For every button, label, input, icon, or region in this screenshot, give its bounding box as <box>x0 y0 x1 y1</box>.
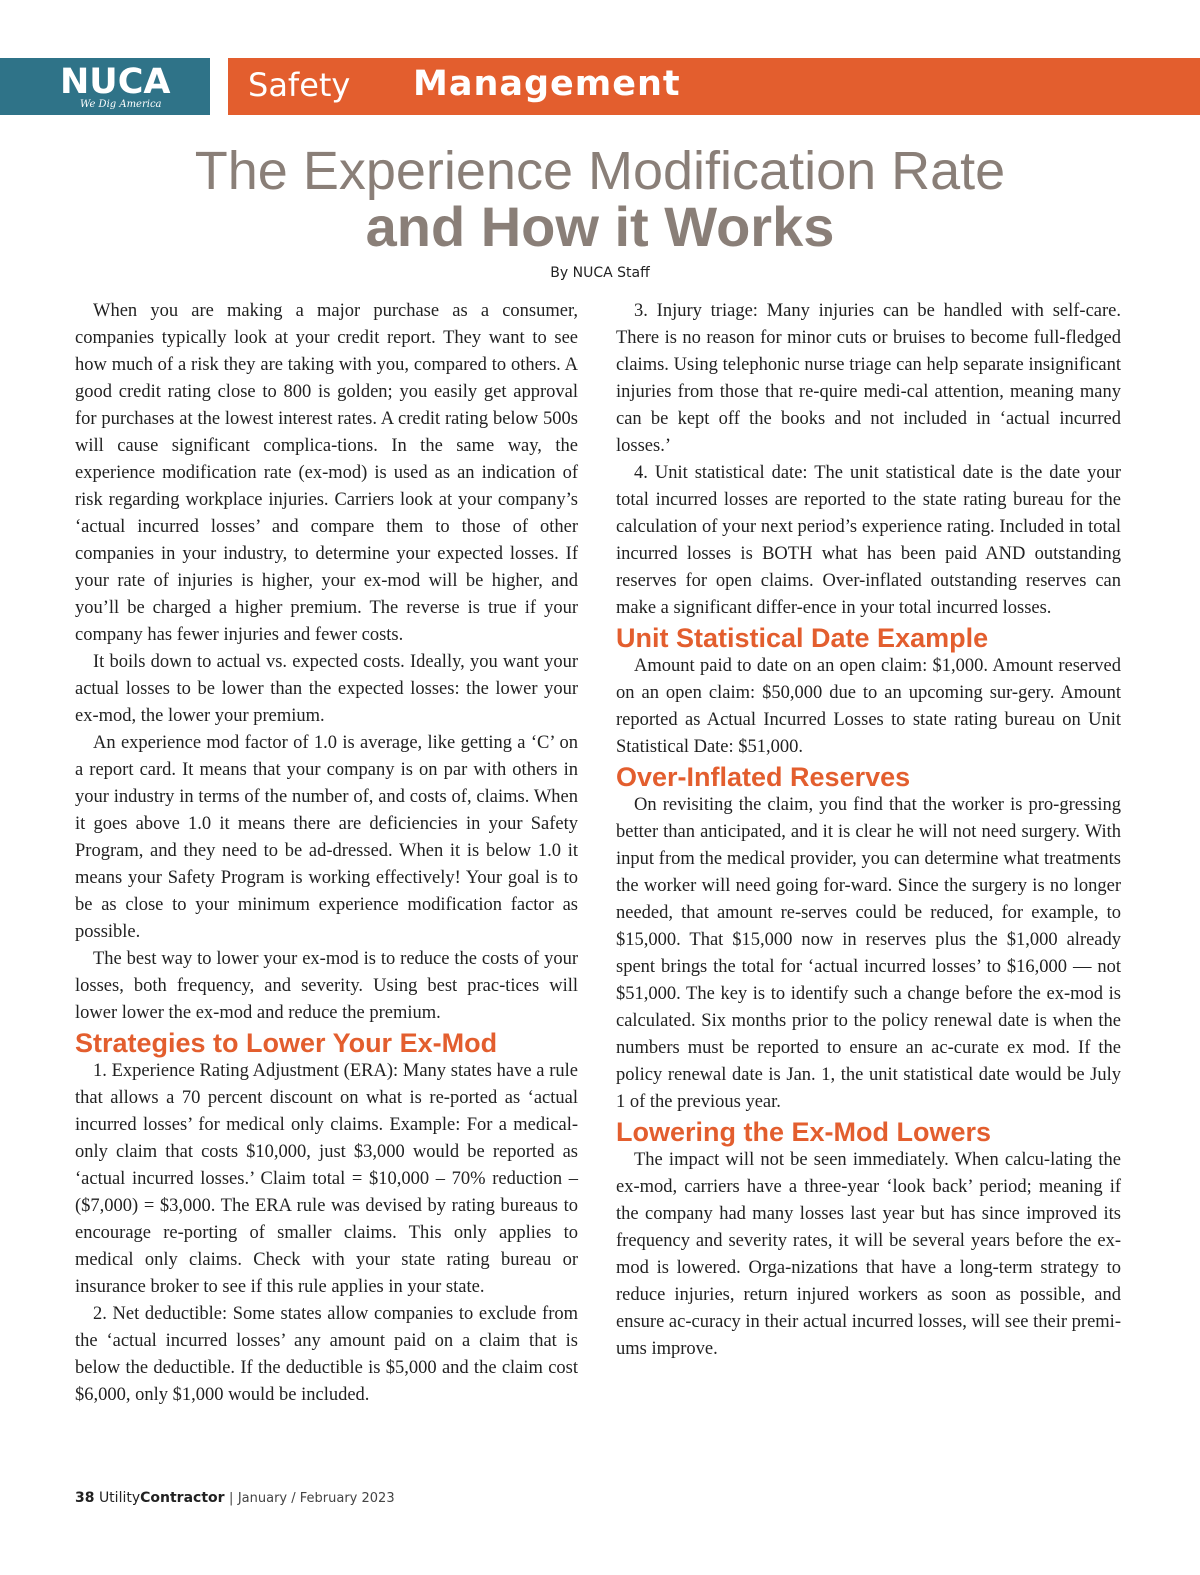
heading-unit-statistical-date: Unit Statistical Date Example <box>616 623 989 653</box>
paragraph: 3. Injury triage: Many injuries can be handled with self-care. There is no reason for minor cuts or bruises to become full-fledged claims. Using telephonic nurse triage can help separate insignificant injuries from those that re-quire medi-cal attention, meaning many can be kept off the books and not included in ‘actual incurred losses.’ <box>616 301 1121 456</box>
issue-date: January / February 2023 <box>237 1491 395 1506</box>
paragraph: The best way to lower your ex-mod is to reduce the costs of your losses, both frequency, and severity. Using best prac-tices will lower lower the ex-mod and reduce the premium. <box>75 949 578 1023</box>
paragraph: When you are making a major purchase as a consumer, companies typically look at your credit report. They want to see how much of a risk they are taking with you, compared to others. A good credit rating close to 800 is golden; you easily get approval for purchases at the lowest interest rates. A credit rating below 500s will cause significant complica-tions. In the same way, the experience modification rate (ex-mod) is used as an indication of risk regarding workplace injuries. Carriers look at your company’s ‘actual incurred losses’ and compare them to those of other companies in your industry, to determine your expected losses. If your rate of injuries is higher, your ex-mod will be higher, and you’ll be charged a higher premium. The reverse is true if your company has fewer injuries and fewer costs. <box>75 301 578 645</box>
section-title-bold: Management <box>413 64 681 104</box>
byline: By NUCA Staff <box>550 265 650 281</box>
logo-tagline: We Dig America <box>80 99 162 110</box>
left-column <box>75 298 578 1409</box>
heading-over-inflated-reserves: Over-Inflated Reserves <box>616 762 911 792</box>
paragraph: 1. Experience Rating Adjustment (ERA): Many states have a rule that allows a 70 percent discount on what is re-ported as ‘actual incurred losses’ for medical only claims. Example: For a medical-only claim that costs $10,000, just $3,000 would be reported as ‘actual incurred losses.’ Claim total = $10,000 – 70% reduction – ($7,000) = $3,000. The ERA rule was devised by rating bureaus to encourage re-porting of smaller claims. This only applies to medical only claims. Check with your state rating bureau or insurance broker to see if this rule applies in your state. <box>75 1061 578 1297</box>
section-banner <box>228 58 1200 115</box>
nuca-logo-block <box>0 58 210 115</box>
footer-separator: | <box>229 1491 234 1506</box>
paragraph: An experience mod factor of 1.0 is average, like getting a ‘C’ on a report card. It means that your company is on par with others in your industry in terms of the number of, and costs of, claims. When it goes above 1.0 it means there are deficiencies in your Safety Program, and they need to be ad-dressed. When it is below 1.0 it means your Safety Program is working effectively! Your goal is to be as close to your minimum experience modification factor as possible. <box>75 733 578 942</box>
publication-name-bold: Contractor <box>140 1490 225 1506</box>
paragraph: 2. Net deductible: Some states allow companies to exclude from the ‘actual incurred losses’ any amount paid on a claim that is below the deductible. If the deductible is $5,000 and the claim cost $6,000, only $1,000 would be included. <box>75 1304 578 1405</box>
page-footer <box>75 1490 395 1506</box>
section-title-light: Safety <box>248 66 351 104</box>
right-column <box>616 298 1121 1363</box>
publication-name-light: Utility <box>98 1490 141 1506</box>
paragraph: It boils down to actual vs. expected costs. Ideally, you want your actual losses to be lower than the expected losses: the lower your ex-mod, the lower your premium. <box>75 652 578 726</box>
paragraph: The impact will not be seen immediately. When calcu-lating the ex-mod, carriers have a three-year ‘look back’ period; meaning if the company had many losses last year but has since improved its frequency and severity rates, it will be several years before the ex-mod is lowered. Orga-nizations that have a long-term strategy to reduce injuries, return injured workers as soon as possible, and ensure ac-curacy in their actual incurred losses, will see their premi-ums improve. <box>616 1150 1121 1359</box>
paragraph: On revisiting the claim, you find that the worker is pro-gressing better than anticipated, and it is clear he will not need surgery. With input from the medical provider, you can determine what treatments the worker will need going for-ward. Since the surgery is no longer needed, that amount re-serves could be reduced, for example, to $15,000. That $15,000 now in reserves plus the $1,000 already spent brings the total for ‘actual incurred losses’ to $16,000 — not $51,000. The key is to identify such a change before the ex-mod is calculated. Six months prior to the policy renewal date is when the numbers must be reported to ensure an ac-curate ex mod. If the policy renewal date is Jan. 1, the unit statistical date would be July 1 of the previous year. <box>616 795 1121 1112</box>
nuca-logo: NUCA <box>60 62 171 102</box>
article-title-line2: and How it Works <box>365 195 835 258</box>
article-title-line1: The Experience Modification Rate <box>194 141 1006 201</box>
paragraph: Amount paid to date on an open claim: $1,000. Amount reserved on an open claim: $50,000 due to an upcoming sur-gery. Amount reported as Actual Incurred Losses to state rating bureau on Unit Statistical Date: $51,000. <box>616 656 1121 757</box>
heading-strategies: Strategies to Lower Your Ex-Mod <box>75 1028 498 1058</box>
page-number: 38 <box>75 1490 95 1506</box>
paragraph: 4. Unit statistical date: The unit statistical date is the date your total incurred losses are reported to the state rating bureau for the calculation of your next period’s experience rating. Included in total incurred losses is BOTH what has been paid AND outstanding reserves for open claims. Over-inflated outstanding reserves can make a significant differ-ence in your total incurred losses. <box>616 463 1121 618</box>
heading-lowering-ex-mod: Lowering the Ex-Mod Lowers <box>616 1117 992 1147</box>
